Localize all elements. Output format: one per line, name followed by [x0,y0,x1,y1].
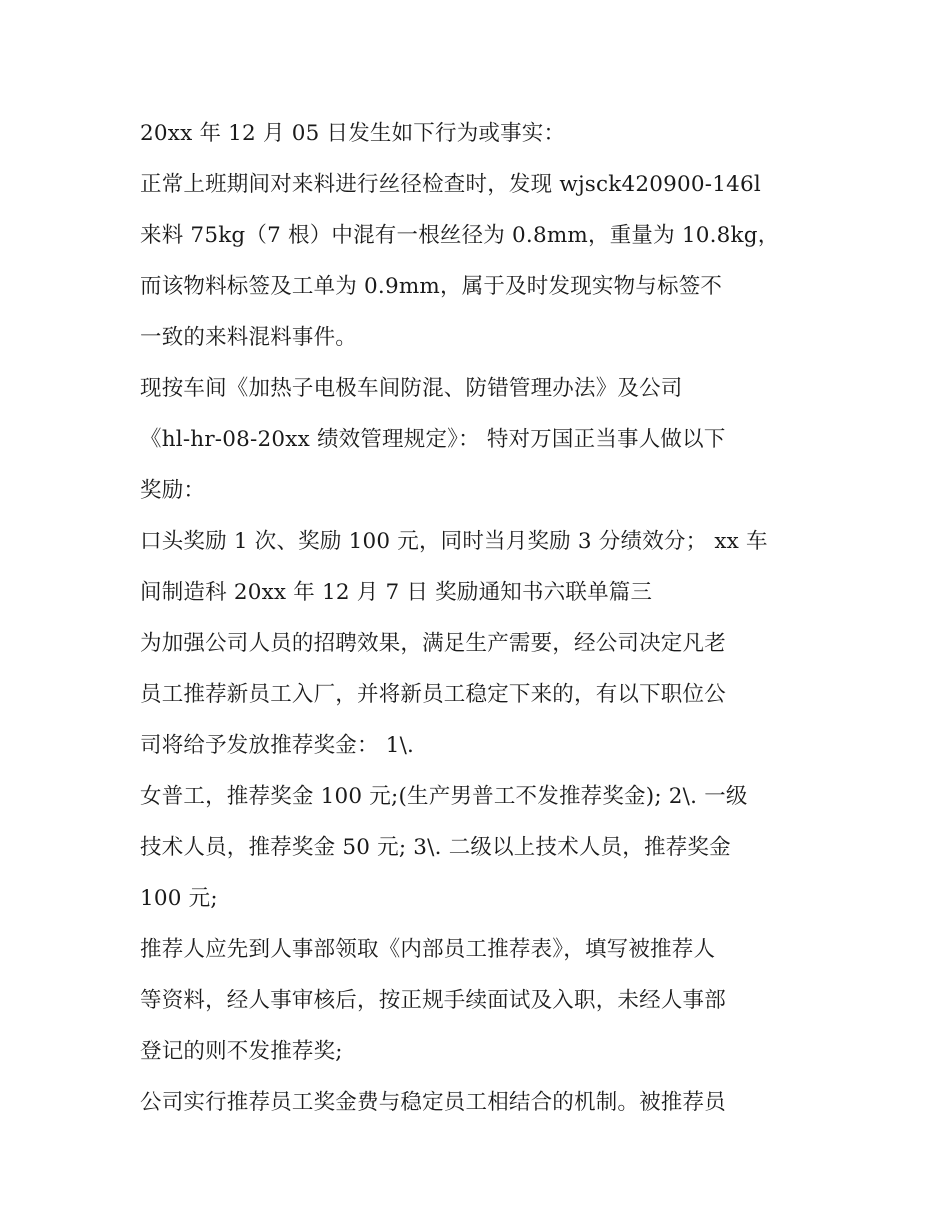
text-line: 公司实行推荐员工奖金费与稳定员工相结合的机制。被推荐员 [140,1090,726,1115]
text-line: 司将给予发放推荐奖金： 1\. [140,733,415,758]
text-line: 100 元; [140,886,218,911]
text-line: 《hl-hr-08-20xx 绩效管理规定》： 特对万国正当事人做以下 [140,427,726,452]
text-line: 等资料，经人事审核后，按正规手续面试及入职，未经人事部 [140,988,726,1013]
document-body [140,108,830,1128]
text-line: 现按车间《加热子电极车间防混、防错管理办法》及公司 [140,376,683,401]
text-line: 技术人员，推荐奖金 50 元; 3\. 二级以上技术人员，推荐奖金 [140,835,731,860]
text-line: 间制造科 20xx 年 12 月 7 日 奖励通知书六联单篇三 [140,580,653,605]
text-line: 推荐人应先到人事部领取《内部员工推荐表》，填写被推荐人 [140,937,716,962]
text-line: 登记的则不发推荐奖; [140,1039,343,1064]
text-line: 而该物料标签及工单为 0.9mm，属于及时发现实物与标签不 [140,274,723,299]
text-line: 员工推荐新员工入厂，并将新员工稳定下来的，有以下职位公 [140,682,726,707]
text-line: 口头奖励 1 次、奖励 100 元，同时当月奖励 3 分绩效分； xx 车 [140,529,768,554]
text-line: 一致的来料混料事件。 [140,325,358,350]
text-line: 来料 75kg（7 根）中混有一根丝径为 0.8mm，重量为 10.8kg， [140,223,780,248]
text-line: 正常上班期间对来料进行丝径检查时，发现 wjsck420900-146l [140,172,761,197]
text-line: 为加强公司人员的招聘效果，满足生产需要，经公司决定凡老 [140,631,726,656]
text-line: 奖励： [140,478,206,503]
text-line: 20xx 年 12 月 05 日发生如下行为或事实： [140,121,566,146]
text-line: 女普工，推荐奖金 100 元;(生产男普工不发推荐奖金); 2\. 一级 [140,784,748,809]
